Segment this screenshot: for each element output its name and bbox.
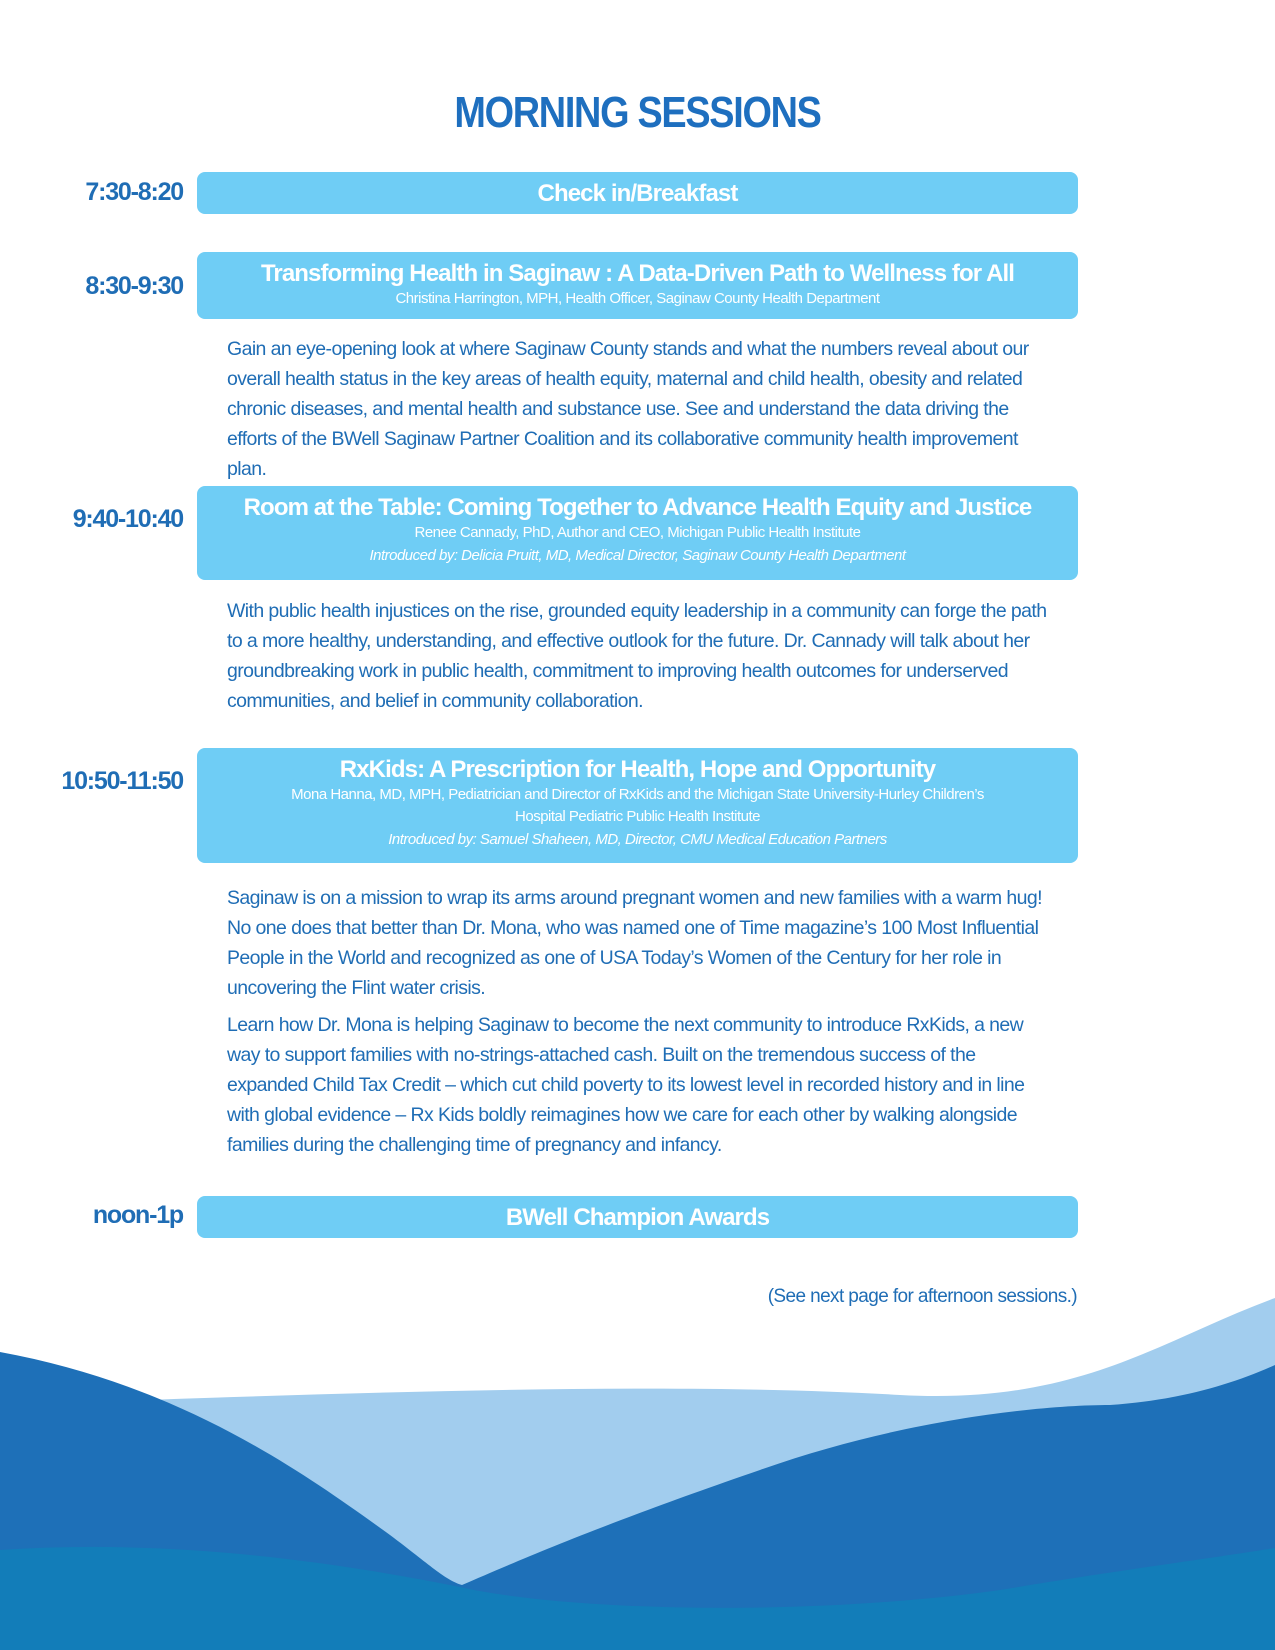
session-speaker: Mona Hanna, MD, MPH, Pediatrician and Director of RxKids and the Michigan State University-Hurley Children’s xyxy=(291,786,984,803)
session-bar xyxy=(197,748,1078,863)
session-time: 8:30-9:30 xyxy=(85,272,183,300)
session-time: 9:40-10:40 xyxy=(72,505,183,533)
session-speaker: Christina Harrington, MPH, Health Officer, Saginaw County Health Department xyxy=(395,290,880,307)
session-description: Saginaw is on a mission to wrap its arms around pregnant women and new families with a warm hug! No one does that better than Dr. Mona, who was named one of Time magazine’s 100 Most Influential People in the World and recognized as one of USA Today’s Women of the Century for her role in uncovering the Flint water crisis. xyxy=(227,887,1042,999)
session-introducer: Introduced by: Delicia Pruitt, MD, Medical Director, Saginaw County Health Department xyxy=(369,547,906,564)
session-title: Room at the Table: Coming Together to Advance Health Equity and Justice xyxy=(243,494,1032,521)
session-speaker: Renee Cannady, PhD, Author and CEO, Michigan Public Health Institute xyxy=(414,524,861,541)
session-bar xyxy=(197,486,1078,580)
session-bar xyxy=(197,252,1078,319)
session-title: RxKids: A Prescription for Health, Hope and Opportunity xyxy=(339,756,936,783)
session-time: 10:50-11:50 xyxy=(61,767,183,795)
session-description: Learn how Dr. Mona is helping Saginaw to become the next community to introduce RxKids, a new way to support families with no-strings-attached cash. Built on the tremendous success of the expanded Child Tax Credit – which cut child poverty to its lowest level in recorded history and in line with global evidence – Rx Kids boldly reimagines how we care for each other by walking alongside families during the challenging time of pregnancy and infancy. xyxy=(227,1014,1025,1156)
session-description: With public health injustices on the rise, grounded equity leadership in a community can forge the path to a more healthy, understanding, and effective outlook for the future. Dr. Cannady will talk about her groundbreaking work in public health, commitment to improving health outcomes for underserved communities, and belief in community collaboration. xyxy=(227,600,1047,712)
session-title: Transforming Health in Saginaw : A Data-Driven Path to Wellness for All xyxy=(260,260,1015,287)
page-title: MORNING SESSIONS xyxy=(454,88,821,137)
session-description: Gain an eye-opening look at where Saginaw County stands and what the numbers reveal about our overall health status in the key areas of health equity, maternal and child health, obesity and related chronic diseases, and mental health and substance use. See and understand the data driving the efforts of the BWell Saginaw Partner Coalition and its collaborative community health improvement plan. xyxy=(227,338,1029,480)
session-title: BWell Champion Awards xyxy=(505,1204,770,1231)
footer-note: (See next page for afternoon sessions.) xyxy=(767,1286,1077,1307)
session-bar xyxy=(197,172,1078,214)
session-time: noon-1p xyxy=(92,1201,183,1229)
session-time: 7:30-8:20 xyxy=(85,178,183,206)
session-bar xyxy=(197,1196,1078,1238)
session-introducer: Introduced by: Samuel Shaheen, MD, Director, CMU Medical Education Partners xyxy=(388,831,887,848)
session-speaker: Hospital Pediatric Public Health Institute xyxy=(515,808,760,825)
session-title: Check in/Breakfast xyxy=(537,180,738,207)
